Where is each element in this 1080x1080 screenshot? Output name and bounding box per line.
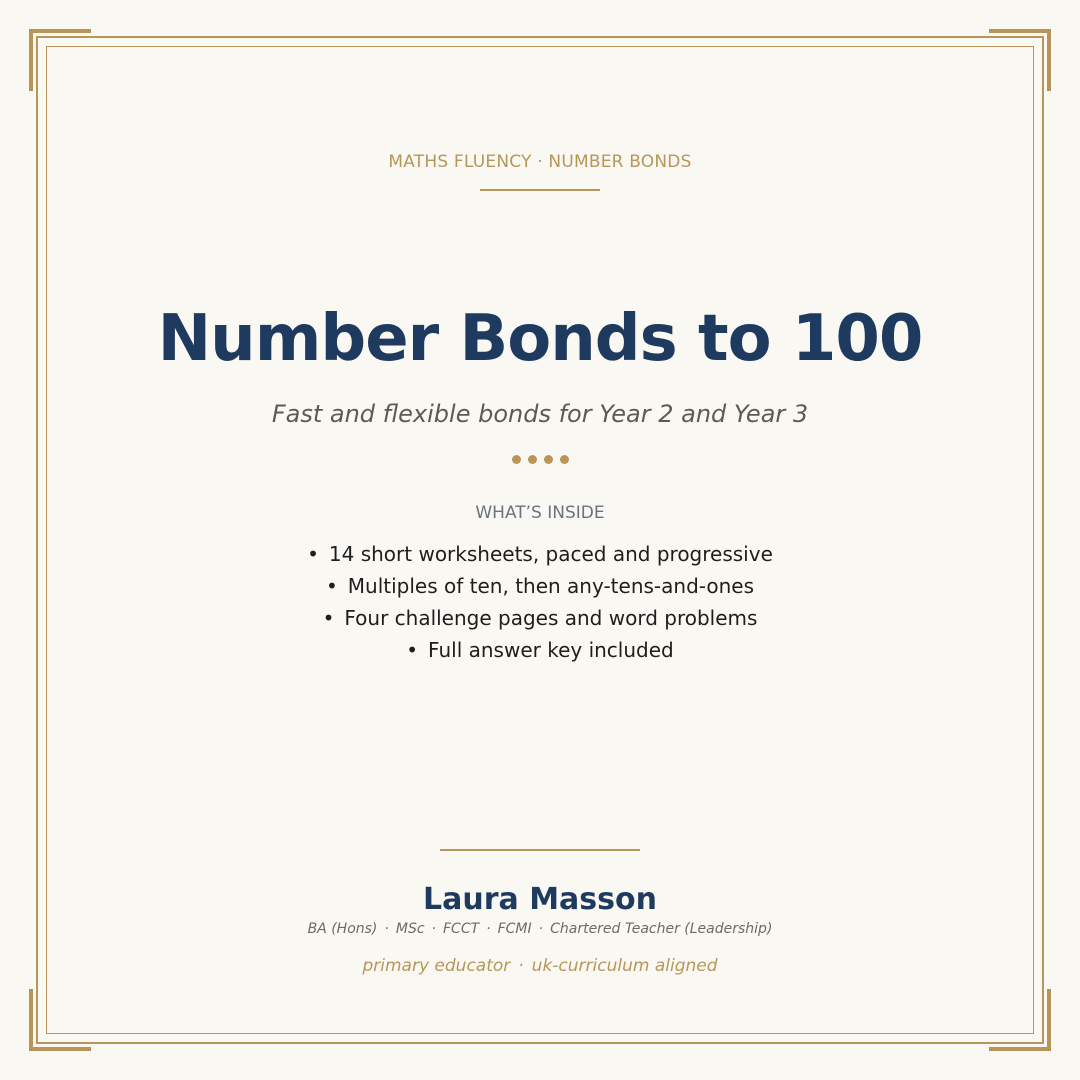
list-item-text: 14 short worksheets, paced and progressive xyxy=(328,542,773,566)
corner-top-right xyxy=(989,29,1051,91)
author-credentials xyxy=(0,921,1080,937)
corner-bottom-left xyxy=(29,989,91,1051)
corner-bottom-right xyxy=(989,989,1051,1051)
bullet-icon: • xyxy=(326,574,338,598)
contents-list xyxy=(0,538,1080,666)
tagline-separator: · xyxy=(518,956,524,976)
ornament-dot xyxy=(544,455,553,464)
author-tagline xyxy=(0,956,1080,976)
credential: FCMI xyxy=(497,921,532,937)
bullet-icon: • xyxy=(307,542,319,566)
list-item xyxy=(0,602,1080,634)
tagline-part: primary educator xyxy=(362,956,511,976)
whats-inside-heading: WHAT’S INSIDE xyxy=(475,503,605,523)
credential-separator: · xyxy=(431,921,436,937)
page-title: Number Bonds to 100 xyxy=(157,302,923,376)
footer-divider xyxy=(440,849,640,851)
list-item-text: Full answer key included xyxy=(428,638,674,662)
bullet-icon: • xyxy=(322,606,335,630)
page-subtitle: Fast and flexible bonds for Year 2 and Year 3 xyxy=(271,400,809,428)
bullet-icon: • xyxy=(406,638,419,662)
list-item xyxy=(0,570,1080,602)
credential-separator: · xyxy=(384,921,389,937)
tagline-part: uk-curriculum aligned xyxy=(531,956,718,976)
eyebrow-divider xyxy=(480,189,600,191)
credential-separator: · xyxy=(486,921,491,937)
credential: FCCT xyxy=(442,921,480,937)
credential: Chartered Teacher (Leadership) xyxy=(550,921,773,937)
list-item xyxy=(0,634,1080,666)
eyebrow-label: MATHS FLUENCY · NUMBER BONDS xyxy=(388,152,692,172)
credential: MSc xyxy=(395,921,425,937)
list-item-text: Four challenge pages and word problems xyxy=(344,606,758,630)
corner-top-left xyxy=(29,29,91,91)
ornament-dot xyxy=(560,455,569,464)
ornament-dot xyxy=(512,455,521,464)
credential-separator: · xyxy=(538,921,544,937)
author-name: Laura Masson xyxy=(423,882,657,917)
dot-ornament xyxy=(0,455,1080,464)
ornament-dot xyxy=(528,455,537,464)
list-item xyxy=(0,538,1080,570)
list-item-text: Multiples of ten, then any-tens-and-ones xyxy=(347,574,754,598)
credential: BA (Hons) xyxy=(307,921,378,937)
